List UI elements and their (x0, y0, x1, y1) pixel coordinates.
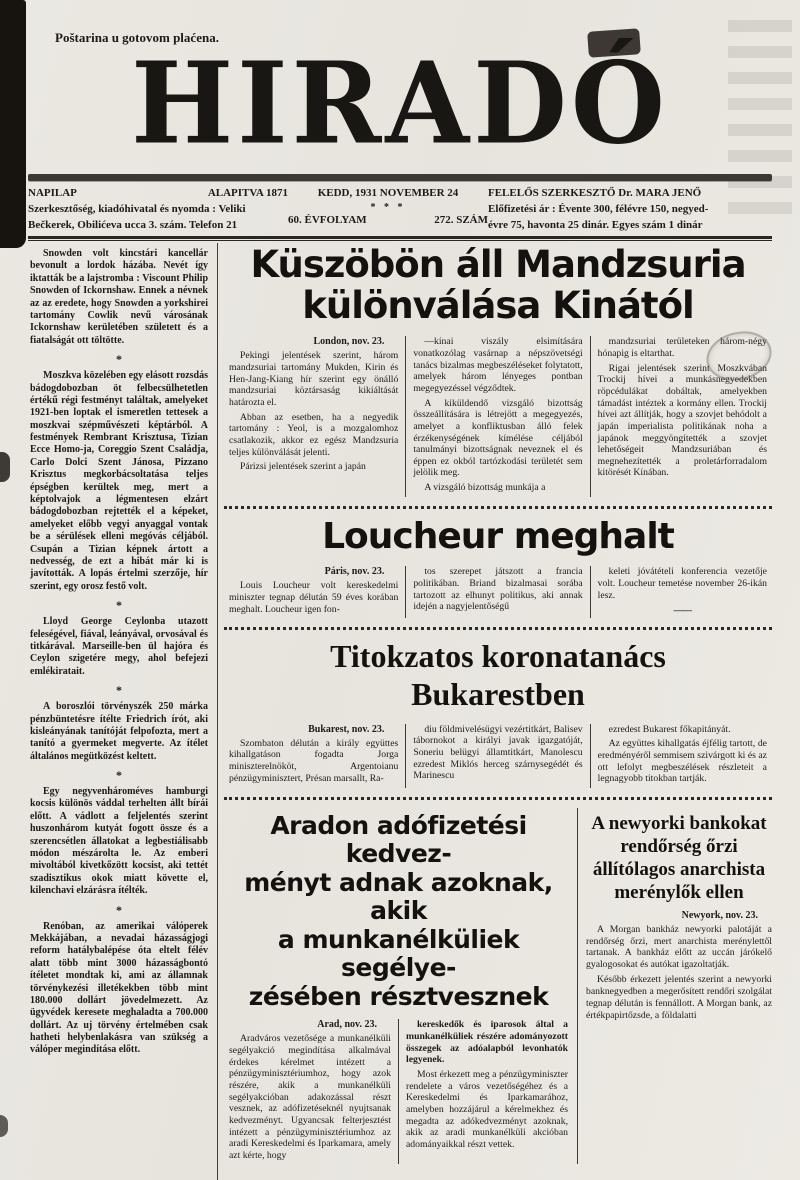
masthead-info-center (288, 186, 488, 234)
article-column (405, 336, 589, 496)
dateline: Arad, nov. 23. (317, 1019, 377, 1031)
article-column (405, 566, 589, 618)
brief-item: Lloyd George Ceylonba utazott feleségével, fiával, leányával, orvosával és titkárával. Marseille-ben ül hajóra és Ceylon szigetére megy, ahol befejezi emlékiratait. (30, 616, 208, 677)
article-column (222, 336, 405, 496)
star-separator: * (116, 598, 122, 613)
paragraph: diu földmivelésügyi vezértitkárt, Balisev tábornokot a királyi javak igazgatóját, Soneriu belügyi államtitkárt, Manolescu ezredest Miklós herceg szárnysegédét és Marinescu (413, 723, 583, 782)
article-headline: Loucheur meghalt (322, 515, 674, 557)
article-columns (222, 1019, 575, 1164)
paragraph: Abban az esetben, ha a negyedik tartomány : Yeol, is a mozgalomhoz csatlakozik, akkor ez egész Mandzsuria teljes különválását jelenti. (229, 411, 399, 458)
paragraph: tos szerepet játszott a francia politikában. Briand bizalmasai sorába tartozott az elhunyt politikus, aki annak idején a nagyjelentőségű (413, 566, 583, 613)
paragraph: A Morgan bankház newyorki palotáját a rendőrség őrzi, mert anarchista merénylettől tartanak. A bankház előtt az uccán járókelő gyalogosokat és autókat igazoltatják. (586, 923, 772, 971)
masthead-info (28, 186, 772, 234)
paragraph: keleti jóvátételi konferencia vezetője volt. Loucheur temetése november 26-ikán lesz. (597, 566, 767, 601)
dotted-separator (224, 797, 772, 800)
dotted-separator (224, 627, 772, 630)
headline-line: különválása Kinától (302, 283, 694, 327)
article-headline (224, 812, 573, 1012)
paragraph: —kínai viszály elsimítására vonatkozólag vasárnap a népszövetségi tanács bizalmas megbeszéléseket folytatott, amelyek három lényeges pontban megegyezéssel végződtek. (413, 336, 583, 394)
article-mandzsuria (222, 245, 774, 497)
article-columns (222, 566, 774, 618)
article-newyork (578, 808, 774, 1165)
paragraph: Később érkezett jelentés szerint a newyorki banknegyedben a megerősített rendőri szolgálat tegnap délután is fennállott. A Morgan bank, az értékpapirtőzsde, a földalatti (586, 974, 772, 1021)
article-arad (222, 808, 578, 1165)
price-line2: évre 75, havonta 25 dinár. Egyes szám 1 dinár (488, 218, 703, 231)
ornament-stars: * * * (370, 201, 406, 213)
headline-line: a munkanélküliek segélye- (277, 924, 520, 983)
article-loucheur (222, 517, 774, 619)
article-columns (222, 336, 774, 496)
headline-line: A newyorki bankokat (591, 812, 767, 834)
article-column (222, 724, 405, 788)
headline-line: Küszöbön áll Mandzsuria (250, 243, 746, 286)
article-columns (222, 724, 774, 788)
article-headline (222, 638, 774, 714)
dateline: Bukarest, nov. 23. (308, 723, 385, 735)
article-column (590, 336, 774, 496)
masthead-rule (28, 174, 772, 181)
article-column (586, 910, 772, 1022)
article-column (398, 1019, 575, 1164)
headline-line: Titokzatos koronatanács (330, 638, 666, 675)
star-separator: * (116, 768, 122, 783)
article-column (590, 724, 774, 788)
star-separator: * (116, 902, 122, 917)
address-line1: Szerkesztőség, kiadóhivatal és nyomda : Veliki (28, 202, 246, 215)
paragraph-bold: kereskedők és iparosok által a munkanélküliek részére adományozott összegek az adóalapból levonhatók legyenek. (406, 1019, 568, 1066)
article-column (590, 566, 774, 618)
end-dash: —— (673, 605, 691, 617)
dateline: Páris, nov. 23. (324, 566, 385, 578)
page-content (26, 243, 774, 1180)
issue-number: 272. SZÁM (434, 213, 488, 226)
ink-blob (0, 452, 10, 482)
paragraph: Pekingi jelentések szerint, három mandzsuriai tartomány Mukden, Kirin és Hen-Jang-Kiang hír szerint egy önálló mandzsuriai köztársaság kikiáltását határozta el. (229, 350, 399, 408)
paragraph: Rigai jelentések szerint Moszkvában Trockij hívei a munkásnegyedekben röpcédulákat dobáltak, amelyekben támadást intéztek a kormány ellen. Trockij hívei azt állítják, hogy a szovjet behódolt a japán imperialista politikának noha a japánok meggyöngítették a szovjet lehetőségeit Mandzsuriában és megnehezítették a proletárforradalom kitörését Kínában. (597, 362, 767, 479)
article-column (222, 566, 405, 618)
brief-item: Moszkva közelében egy elásott rozsdás bádogdobozban öt felbecsülhetetlen értékű régi festményt találtak, amelyeket 1921-ben loptak el ismeretlen tettesek a moszkvai szépművészeti képtárból. A festmények Rembrant Krisztusa, Tizian Ecce Homo-ja, Coreggio Szent Családja, Carlo Dolci Szent Jánosa, Pizzano Krisztus megkorbácsoltatása teljes épségben kerültek meg, mert a képtolvajok a légmentesen elzárt bádogdobozban rejtették el a képeket, amelyeket előbb vegyi anyaggal vontak be a sérülések elleni megóvás céljából. Csupán a Tizian képnek ártott a nedvesség, de ezt a hibát már ki is javították. A lopás értelmi szerzője, hír szerint, egy orosz festő volt. (30, 370, 208, 592)
issue-date: KEDD, 1931 NOVEMBER 24 (317, 187, 459, 199)
paragraph: Szombaton délután a király együttes kihallgatáson fogadta Jorga miniszterelnököt, Argentoianu pénzügyminisztert, Présan marsallt, Ra- (229, 737, 399, 784)
price-line1: Előfizetési ár : Évente 300, félévre 150, negyed- (488, 202, 709, 215)
founded-label: ALAPITVA 1871 (207, 187, 288, 199)
article-column (222, 1019, 398, 1164)
dotted-separator (224, 506, 772, 509)
paragraph: A vizsgáló bizottság munkája a (424, 482, 546, 494)
headline-line: ményt adnak azoknak, akik (244, 867, 553, 926)
paragraph: Az együttes kihallgatás éjfélig tartott, de eredményéről semmisem szivárgott ki és az ott lefolyt megbeszélések részleteit a legnagyobb titokban tartják. (597, 738, 767, 785)
dateline: Newyork, nov. 23. (681, 909, 758, 921)
daily-label: NAPILAP (28, 187, 77, 199)
postal-note: Poštarina u gotovom plaćena. (55, 30, 219, 45)
paragraph: Párizsi jelentések szerint a japán (240, 461, 366, 473)
headline-line: állítólagos anarchista (592, 859, 766, 881)
paragraph: Louis Loucheur volt kereskedelmi miniszter tegnap délután 59 éves korában meghalt. Loucheur igen fon- (229, 580, 399, 615)
editor-label: FELELŐS SZERKESZTŐ Dr. MARA JENŐ (488, 187, 702, 199)
brief-news-column (26, 243, 218, 1180)
bottom-section (222, 808, 774, 1165)
headline-line: rendőrség őrzi (620, 836, 738, 858)
brief-item: Snowden volt kincstári kancellár bevonult a lordok házába. Nevét így iktatták be a lajstromba : Viscount Philip Snowden of Ickornshaw. Ennek a névnek az az eredete, hogy Snowden a yorkshirei tartomány Cowlik nevű városának Ickornshaw kerületében született és a fiatalságát ott töltötte. (30, 248, 208, 346)
brief-item: A boroszlói törvényszék 250 márka pénzbüntetésre ítélte Friedrich írót, aki kisleányának tanítóját felpofozta, mert a tanító a gyermeket megverte. Az ítélet általános megütközést keltett. (30, 701, 208, 762)
masthead-info-left (28, 186, 288, 234)
star-separator: * (116, 683, 122, 698)
address-line2: Bečkerek, Obilićeva ucca 3. szám. Telefon 21 (28, 218, 238, 231)
paragraph: Aradváros vezetősége a munkanélküli segélyakció megindítása alkalmával érdekes kérelmet intézett a pénzügyminisztériumhoz, hogy azok részére, akik a munkanélküli segélyakcióban adakozással részt vesznek, az adófizetéseknél nyujtsanak kedvezményt. Ugyancsak felterjesztést intézett a pénzügyminisztériumhoz az aradi Kereskedelmi és Iparkamara, amely azt kérte, hogy (229, 1033, 391, 1161)
volume-label: 60. ÉVFOLYAM (288, 213, 367, 226)
headline-line: Aradon adófizetési kedvez- (270, 810, 527, 869)
headline-line: merénylők ellen (614, 882, 744, 904)
article-headline (222, 245, 774, 326)
brief-item: Egy negyvenhároméves hamburgi kocsis különös váddal terhelten állt bírái előtt. A vádlott a feljelentés szerint huszonhárom kutyát fogott össze és a szerencsétlen állatokat a legbestiálisabb módon mészárolta le. Az emberi mivoltából kivetkőzött kocsist, aki tettét szadisztikus okok miatt követte el, kilenchavi elzárásra ítélték. (30, 786, 208, 897)
article-bukarest (222, 638, 774, 788)
masthead-double-rule (28, 236, 772, 241)
brief-item: Renóban, az amerikai válóperek Mekkájában, a nevadai házasságjogi reform hatálybalépése óta eltelt félév alatt több mint 3000 házasságbontó ítéletet mondtak ki, ami az államnak törvénykezési illetékekben több mint 180.000 dollárt jövedelmezett. Az ügyvédek keresete meghaladta a 700.000 dollárt. Az uj törvény értelmében csak hatheti helybenlakásra van szükség a válóper megindítása előtt. (30, 920, 208, 1056)
paragraph: Most érkezett meg a pénzügyminiszter rendelete a város vezetőségéhez és a Kereskedelmi és Iparkamarához, amelyben hozzájárul a kérelmekhez és megadta az adókedvezményt azoknak, akik az aradi munkanélküli akcióban adományaikkal részt vettek. (406, 1068, 568, 1150)
ink-blob (0, 1115, 8, 1137)
masthead-info-right (488, 186, 772, 234)
article-column (405, 724, 589, 788)
paragraph: A kiküldendő vizsgáló bizottság összeállítására is létrejött a megegyezés, amelyet a konfliktusban álló felek érzékenységének kímélése céljából tanulmányi bizottságnak neveznek el és éppen ez okból tartózkodási területét sem jelölik meg. (413, 397, 583, 479)
star-separator: * (116, 352, 122, 367)
headline-line: zésében résztvesznek (248, 981, 549, 1011)
headline-line: Bukarestben (411, 675, 585, 712)
ink-smudge-bar (0, 0, 26, 248)
newspaper-title: HIRADÓ (131, 38, 669, 170)
paragraph: mandzsuriai területeken három-négy hónapig is eltarthat. (597, 336, 767, 360)
main-articles-column (218, 243, 774, 1180)
paragraph: ezredest Bukarest főkapitányát. (608, 723, 731, 735)
article-headline (586, 812, 772, 905)
dateline: London, nov. 23. (313, 336, 385, 348)
